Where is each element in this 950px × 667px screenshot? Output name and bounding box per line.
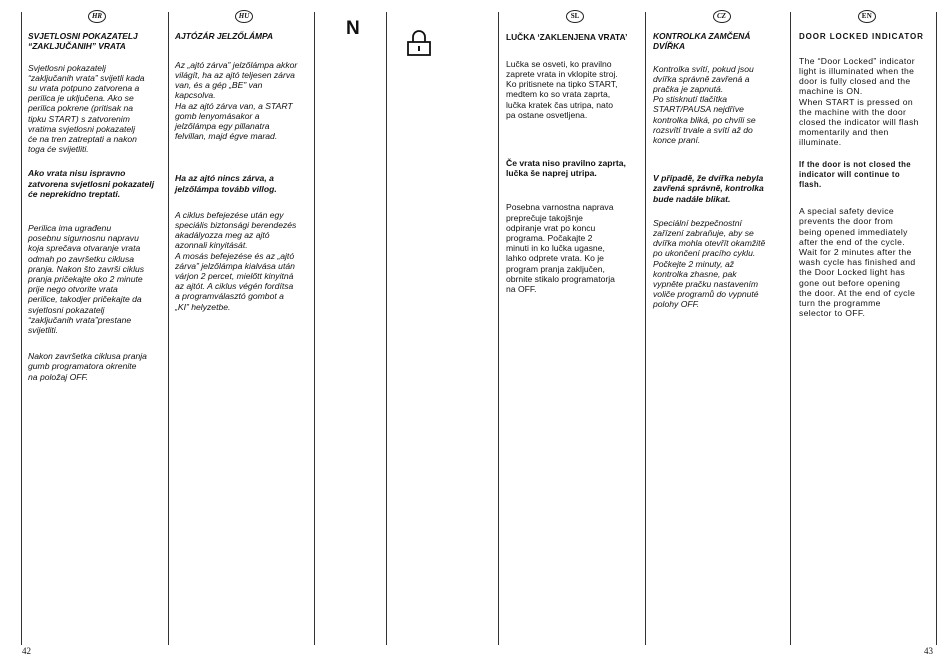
paragraph: Svjetlosni pokazatelj “zaključanih vrata” svijetli kada su vrata potpuno zatvorena a perilica je uključena. Ako se perilica pokrene (pritisak na tipku START) s zatvorenim vratima svjetlosni pokazatelj će na tren zatreptati a nakon toga će svijetliti. xyxy=(28,62,145,155)
column-divider xyxy=(790,12,791,645)
section-title-cz: KONTROLKA ZAMČENÁ DVÍŘKA xyxy=(653,31,751,51)
column-en xyxy=(799,10,935,332)
paragraph: Nakon završetka ciklusa pranja gumb programatora okrenite na položaj OFF. xyxy=(28,351,147,382)
padlock-icon xyxy=(404,30,434,61)
paragraph: A ciklus befejezése után egy speciális biztonsági berendezés akadályozza meg az ajtó azonnali kinyitását. A mosás befejezése és az „ajtó zárva” jelzőlámpa kialvása után várjon 2 percet, mielőtt kinyitná az ajtót. A ciklus végén fordítsa a programválasztó gombot a „KI” helyzetbe. xyxy=(175,209,297,312)
section-title-hu: AJTÓZÁR JELZŐLÁMPA xyxy=(175,31,274,41)
column-divider xyxy=(21,12,22,645)
column-divider xyxy=(645,12,646,645)
page-number-right: 43 xyxy=(924,646,933,656)
paragraph: Perilica ima ugrađenu posebnu sigurnosnu napravu koja sprečava otvaranje vrata odmah po završetku ciklusa pranja. Nakon što završi ciklus pranja pričekajte oko 2 minute prije nego otvorite vrata perilice, takodjer pričekajte da svjetlosni pokazatelj “zaključanih vrata”prestane svijetliti. xyxy=(28,223,145,336)
column-sl xyxy=(506,10,644,308)
section-symbol: N xyxy=(346,18,360,39)
section-title-sl: LUČKA ‘ZAKLENJENA VRATA’ xyxy=(506,32,628,42)
section-title-en: DOOR LOCKED INDICATOR xyxy=(799,32,924,41)
paragraph-warning: Ako vrata nisu ispravno zatvorena svjetlosni pokazatelj će neprekidno treptati. xyxy=(28,168,155,199)
paragraph-warning: If the door is not closed the indicator will continue to flash. xyxy=(799,159,911,190)
column-cz xyxy=(653,10,790,324)
language-badge-en: EN xyxy=(858,10,876,23)
paragraph: Speciální bezpečnostní zařízení zabraňuje, aby se dvířka mohla otevřít okamžitě po ukončení pracího cyklu. Počkejte 2 minuty, až kontrolka zhasne, pak vypněte pračku nastavením voliče programů do vypnuté polohy OFF. xyxy=(653,217,766,310)
column-hr xyxy=(28,10,166,396)
column-hu xyxy=(175,10,313,326)
column-divider xyxy=(168,12,169,645)
paragraph: Az „ajtó zárva” jelzőlámpa akkor világít, ha az ajtó teljesen zárva van, és a gép „BE” van kapcsolva. Ha az ajtó zárva van, a START gomb lenyomásakor a jelzőlámpa egy pillanatra felvillan, majd égve marad. xyxy=(175,59,298,142)
language-badge-sl: SL xyxy=(566,10,584,23)
section-title-hr: SVJETLOSNI POKAZATELJ “ZAKLJUČANIH” VRATA xyxy=(28,31,138,51)
paragraph-warning: V případě, že dvířka nebyla zavřená správně, kontrolka bude nadále blikat. xyxy=(653,173,764,204)
column-divider xyxy=(936,12,937,645)
paragraph: A special safety device prevents the door from being opened immediately after the end of the cycle. Wait for 2 minutes after the wash cycle has finished and the Door Locked light has gone out before opening the door. At the end of cycle turn the programme selector to OFF. xyxy=(799,206,916,319)
language-badge-cz: CZ xyxy=(713,10,731,23)
column-divider xyxy=(498,12,499,645)
page-number-left: 42 xyxy=(22,646,31,656)
paragraph: The “Door Locked” indicator light is illuminated when the door is fully closed and the machine is ON. When START is pressed on the machine with the door closed the indicator will flash momentarily and then illuminate. xyxy=(799,55,919,148)
paragraph: Posebna varnostna naprava preprečuje takojšnje odpiranje vrat po koncu programa. Počakajte 2 minuti in ko lučka ugasne, lahko odprete vrata. Ko je program pranja zaključen, obrnite stikalo programatorja na OFF. xyxy=(506,202,615,295)
paragraph-warning: Ha az ajtó nincs zárva, a jelzőlámpa tovább villog. xyxy=(175,173,277,194)
language-badge-hr: HR xyxy=(88,10,106,23)
column-divider xyxy=(314,12,315,645)
column-divider xyxy=(386,12,387,645)
paragraph: Lučka se osveti, ko pravilno zaprete vrata in vklopite stroj. Ko pritisnete na tipko START, medtem ko so vrata zaprta, lučka kratek čas utripa, nato pa ostane osvetljena. xyxy=(506,58,618,120)
paragraph: Kontrolka svítí, pokud jsou dvířka správně zavřená a pračka je zapnutá. Po stisknutí tlačítka START/PAUSA nejdříve kontrolka bliká, po chvíli se rozsvítí trvale a svítí až do konce praní. xyxy=(653,63,756,146)
language-badge-hu: HU xyxy=(235,10,253,23)
paragraph-warning: Če vrata niso pravilno zaprta, lučka še naprej utripa. xyxy=(506,158,626,179)
